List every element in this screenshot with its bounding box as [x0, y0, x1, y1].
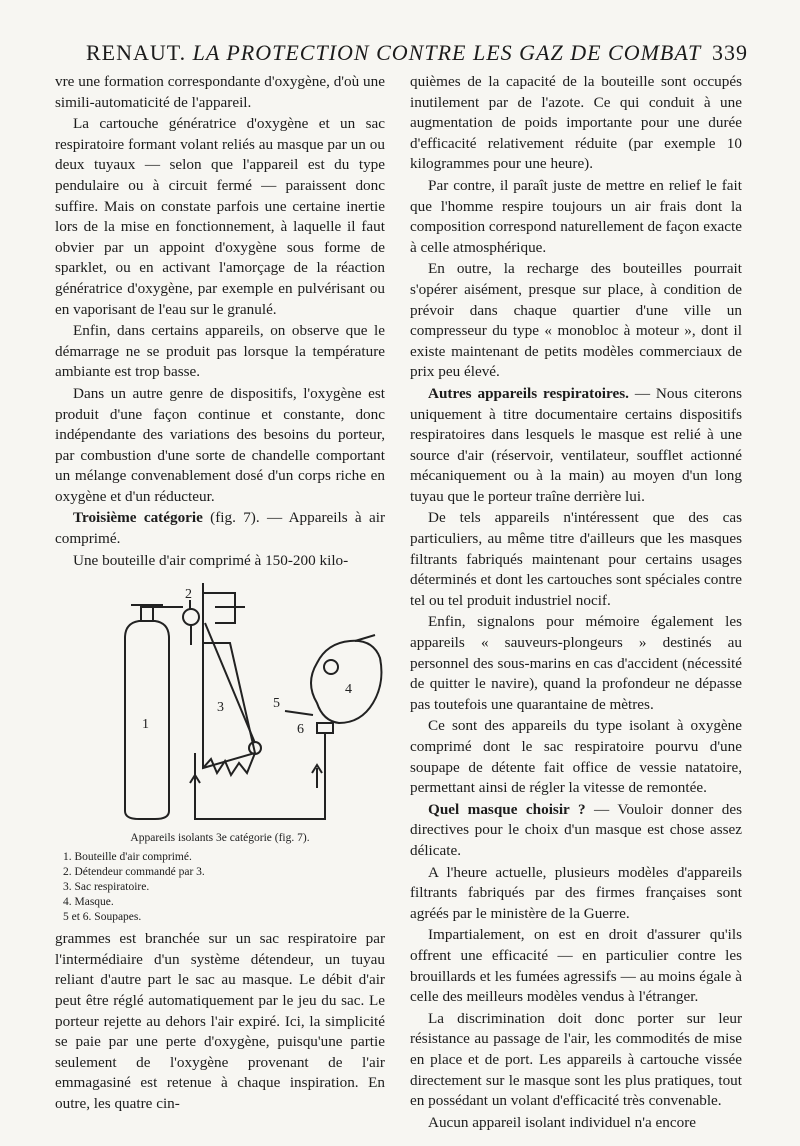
label-6: 6 — [297, 722, 304, 738]
paragraph: Aucun appareil isolant individuel n'a encore — [428, 1113, 697, 1131]
header-article-title: LA PROTECTION CONTRE LES GAZ DE COMBAT — [192, 40, 702, 65]
label-2: 2 — [185, 587, 192, 603]
valve-5-pointer — [285, 711, 313, 715]
flow-arrow — [312, 765, 322, 788]
label-5: 5 — [273, 696, 280, 712]
bag-lever — [205, 623, 255, 743]
paragraph: Dans un autre genre de dispositifs, l'oxygène est produit d'une façon continue et constante, donc indépendante des variations des besoins du porteur, par combustion d'une sorte de chandelle comportant un mélange convenablement dosé d'un corps riche en oxygène et d'un réducteur. — [55, 384, 385, 505]
page-number: 339 — [712, 40, 748, 65]
mask-eyepiece — [324, 660, 338, 674]
paragraph-text: — Nous citerons uniquement à titre documentaire certains dispositifs respiratoires dans lesquels le masque est relié à une source d'air (réservoir, ventilateur, soufflet actionné mécaniquement ou à la main) au moyen d'un long tuyau que le porteur traîne derrière lui. — [410, 384, 742, 505]
bag-bottom-zigzag — [203, 753, 255, 775]
paragraph: grammes est branchée sur un sac respiratoire par l'intermédiaire d'un système détendeur, un tuyau reliant d'autre part le sac au masque. Le débit d'air peut être réglé automatiquement par le jeu du sac. Le porteur rejette au dehors l'air expiré. Ici, la simplicité se paie par une perte d'oxygène, puisqu'une partie seulement de l'oxygène provenant de l'air emmagasiné est retenue à chaque inspiration. En outre, les quatre cin- — [55, 930, 385, 1112]
paragraph: Enfin, dans certains appareils, on observe que le démarrage ne se produit pas lorsque la température ambiante est trop basse. — [55, 322, 385, 381]
regulator — [183, 609, 199, 625]
section-heading: Autres appareils respiratoires. — [428, 384, 629, 402]
header-author: RENAUT. — [86, 40, 187, 65]
paragraph: Par contre, il paraît juste de mettre en relief le fait que l'homme respire toujours un air frais dont la composition correspond naturellement de façon exacte à celle atmosphérique. — [410, 176, 742, 256]
label-3: 3 — [217, 700, 224, 716]
running-header — [58, 40, 748, 70]
legend-item: 1. Bouteille d'air comprimé. — [63, 851, 192, 864]
paragraph: Impartialement, on est en droit d'assurer qu'ils offrent une efficacité — en particulier contre les brouillards et les fumées agressifs — au moins égale à celle des meilleurs modèles vendus à l'étranger. — [410, 926, 742, 1006]
label-1: 1 — [142, 717, 149, 733]
paragraph: A l'heure actuelle, plusieurs modèles d'appareils filtrants fabriqués par des firmes françaises sont agréés par le ministère de la Guerre. — [410, 863, 742, 922]
paragraph: Une bouteille d'air comprimé à 150-200 kilo- — [73, 551, 349, 569]
paragraph: quièmes de la capacité de la bouteille sont occupés inutilement par de l'azote. Ce qui conduit à une augmentation de poids importante pour une durée d'efficacité relativement réduite (par exemple 10 kilogrammes pour une heure). — [410, 73, 742, 173]
left-column — [55, 72, 385, 1116]
flow-arrow — [190, 775, 200, 798]
paragraph: La cartouche génératrice d'oxygène et un sac respiratoire formant volant reliés au masque par un ou deux tuyaux — selon que l'appareil est du type pendulaire ou à circuit fermé — paraissent donc suffire. Mais on constate parfois une certaine inertie lors de la mise en fonctionnement, à laquelle il faut obvier par un appoint d'oxygène sous forme de sparklet, ou en activant l'amorçage de la réaction génératrice d'oxygène, par exemple en pulvérisant ou en vaporisant de l'eau sur le granulé. — [55, 115, 385, 318]
label-4: 4 — [345, 682, 352, 698]
paragraph: vre une formation correspondante d'oxygène, d'où une simili-automaticité de l'appareil. — [55, 73, 385, 111]
legend-item: 2. Détendeur commandé par 3. — [63, 866, 205, 879]
paragraph: La discrimination doit donc porter sur leur résistance au passage de l'air, les commodités de mise en place et de port. Les appareils à cartouche vissée directement sur le masque sont les plus pratiques, tout en possédant un volant d'efficacité très convenable. — [410, 1009, 742, 1110]
header-title — [86, 40, 701, 66]
caption-title: Appareils isolants 3e catégorie (fig. 7). — [130, 832, 310, 845]
paragraph-text: (fig. 7). — Appareils à air comprimé. — [55, 509, 385, 548]
valve-6 — [317, 723, 333, 733]
legend-item: 3. Sac respiratoire. — [63, 881, 150, 894]
figure-caption — [55, 831, 385, 925]
right-column — [410, 72, 742, 1134]
paragraph: De tels appareils n'intéressent que des cas particuliers, au même titre d'ailleurs que les masques filtrants fabriqués maintenant pour certains usages déterminés et dont les cartouches sont spéciales contre tel ou tel produit industriel nocif. — [410, 509, 742, 609]
paragraph — [55, 508, 385, 549]
paragraph-text: — Vouloir donner des directives pour le choix d'un masque est chose assez délicate. — [410, 800, 742, 859]
bottle-valve — [141, 607, 153, 621]
paragraph: Enfin, signalons pour mémoire également les appareils « sauveurs-plongeurs » destinés au personnel des sous-marins en cas d'accident (nécessité de quitter le navire), quand la profondeur ne dépasse pas toutefois une quarantaine de mètres. — [410, 613, 742, 713]
bag-outline — [203, 643, 255, 768]
section-heading: Troisième catégorie — [73, 509, 203, 527]
paragraph: Ce sont des appareils du type isolant à oxygène comprimé dont le sac respiratoire pourvu d'une soupape de détente fait office de vessie natatoire, permettant ainsi de régler la vitesse de remontée. — [410, 717, 742, 797]
paragraph — [410, 800, 742, 862]
section-heading: Quel masque choisir ? — [428, 800, 586, 818]
paragraph — [410, 384, 742, 508]
figure-7 — [55, 583, 385, 923]
legend-item: 5 et 6. Soupapes. — [63, 911, 142, 924]
legend-item: 4. Masque. — [63, 896, 114, 909]
mask-strap — [355, 635, 375, 641]
paragraph: En outre, la recharge des bouteilles pourrait s'opérer aisément, presque sur place, à condition de prévoir dans chaque quartier d'une ville un compresseur du type « monobloc à moteur », dont il existe maintenant de petits modèles commerciaux de prix peu élevé. — [410, 260, 742, 381]
apparatus-diagram — [55, 583, 385, 823]
